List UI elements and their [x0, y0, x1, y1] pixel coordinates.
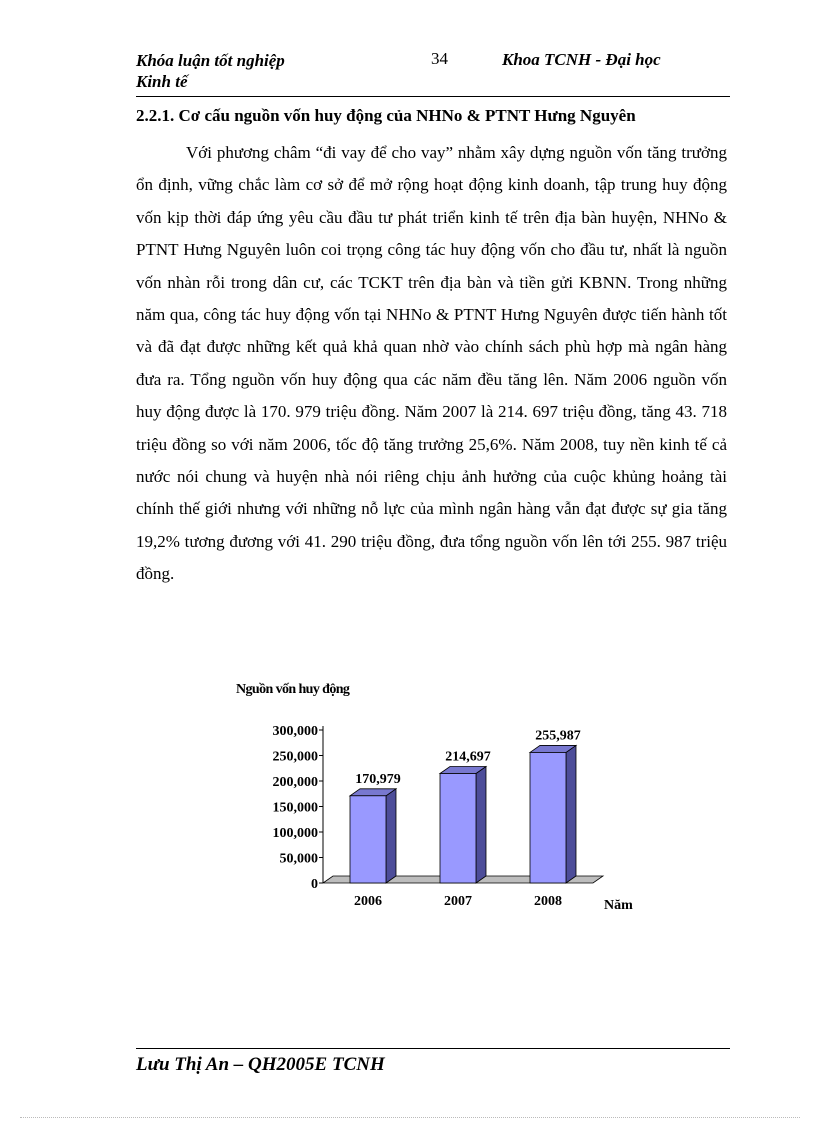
y-tick-label: 300,000 — [272, 724, 318, 739]
page-number: 34 — [431, 49, 448, 68]
bar-front — [530, 752, 566, 883]
chart-title: Nguồn vốn huy động — [236, 682, 350, 697]
y-axis — [273, 724, 324, 892]
footer-author: Lưu Thị An – QH2005E TCNH — [136, 1054, 385, 1075]
x-tick-label-2006: 2006 — [354, 894, 382, 909]
bar-2006 — [350, 789, 396, 883]
bar-side — [386, 789, 396, 883]
header-rule — [136, 96, 730, 97]
footer-rule — [136, 1048, 730, 1049]
section-title: 2.2.1. Cơ cấu nguồn vốn huy động của NHNo & PTNT Hưng Nguyên — [136, 106, 636, 125]
page-edge-dots — [20, 1117, 800, 1118]
y-tick-label: 250,000 — [272, 749, 318, 765]
bar-2008 — [530, 745, 576, 883]
data-label-2006: 170,979 — [355, 771, 401, 787]
header-right: Khoa TCNH - Đại học — [502, 50, 661, 69]
bar-front — [440, 774, 476, 883]
bar-front — [350, 796, 386, 883]
x-tick-label-2007: 2007 — [444, 894, 472, 909]
bar-chart — [230, 672, 650, 922]
bar-side — [476, 767, 486, 883]
y-tick-label: 0 — [311, 877, 318, 892]
data-label-2007: 214,697 — [445, 749, 491, 765]
y-tick-label: 50,000 — [279, 851, 318, 867]
chart-bars — [350, 745, 576, 883]
x-tick-label-2008: 2008 — [534, 894, 562, 909]
header-left — [136, 50, 285, 92]
body-paragraph — [136, 137, 727, 591]
bar-2007 — [440, 767, 486, 883]
header-field-label: Kinh tế — [136, 72, 188, 91]
data-label-2008: 255,987 — [535, 728, 581, 744]
paragraph-text: Với phương châm “đi vay để cho vay” nhằm xây dựng nguồn vốn tăng trưởng ổn định, vững chắc làm cơ sở để mở rộng hoạt động kinh doanh, tập trung huy động vốn kịp thời đáp ứng yêu cầu đầu tư phát triển kinh tế trên địa bàn huyện, NHNo & PTNT Hưng Nguyên luôn coi trọng công tác huy động vốn cho đầu tư, nhất là nguồn vốn nhàn rỗi trong dân cư, các TCKT trên địa bàn và tiền gửi KBNN. Trong những năm qua, công tác huy động vốn tại NHNo & PTNT Hưng Nguyên được tiến hành tốt và đã đạt được những kết quả khả quan nhờ vào chính sách phù hợp mà ngân hàng đưa ra. Tổng nguồn vốn huy động qua các năm đều tăng lên. Năm 2006 nguồn vốn huy động được là 170. 979 triệu đồng. Năm 2007 là 214. 697 triệu đồng, tăng 43. 718 triệu đồng so với năm 2006, tốc độ tăng trưởng 25,6%. Năm 2008, tuy nền kinh tế cả nước nói chung và huyện nhà nói riêng chịu ảnh hưởng của cuộc khủng hoảng tài chính thế giới nhưng với những nỗ lực của mình ngân hàng vẫn đạt được sự gia tăng 19,2% tương đương với 41. 290 triệu đồng, đưa tổng nguồn vốn lên tới 255. 987 triệu đồng. — [136, 143, 727, 584]
y-tick-label: 150,000 — [272, 800, 318, 816]
header-thesis-label: Khóa luận tốt nghiệp — [136, 51, 285, 70]
y-tick-label: 100,000 — [272, 826, 318, 841]
y-tick-label: 200,000 — [272, 775, 318, 790]
x-axis-label: Năm — [604, 898, 633, 913]
bar-side — [566, 745, 576, 883]
